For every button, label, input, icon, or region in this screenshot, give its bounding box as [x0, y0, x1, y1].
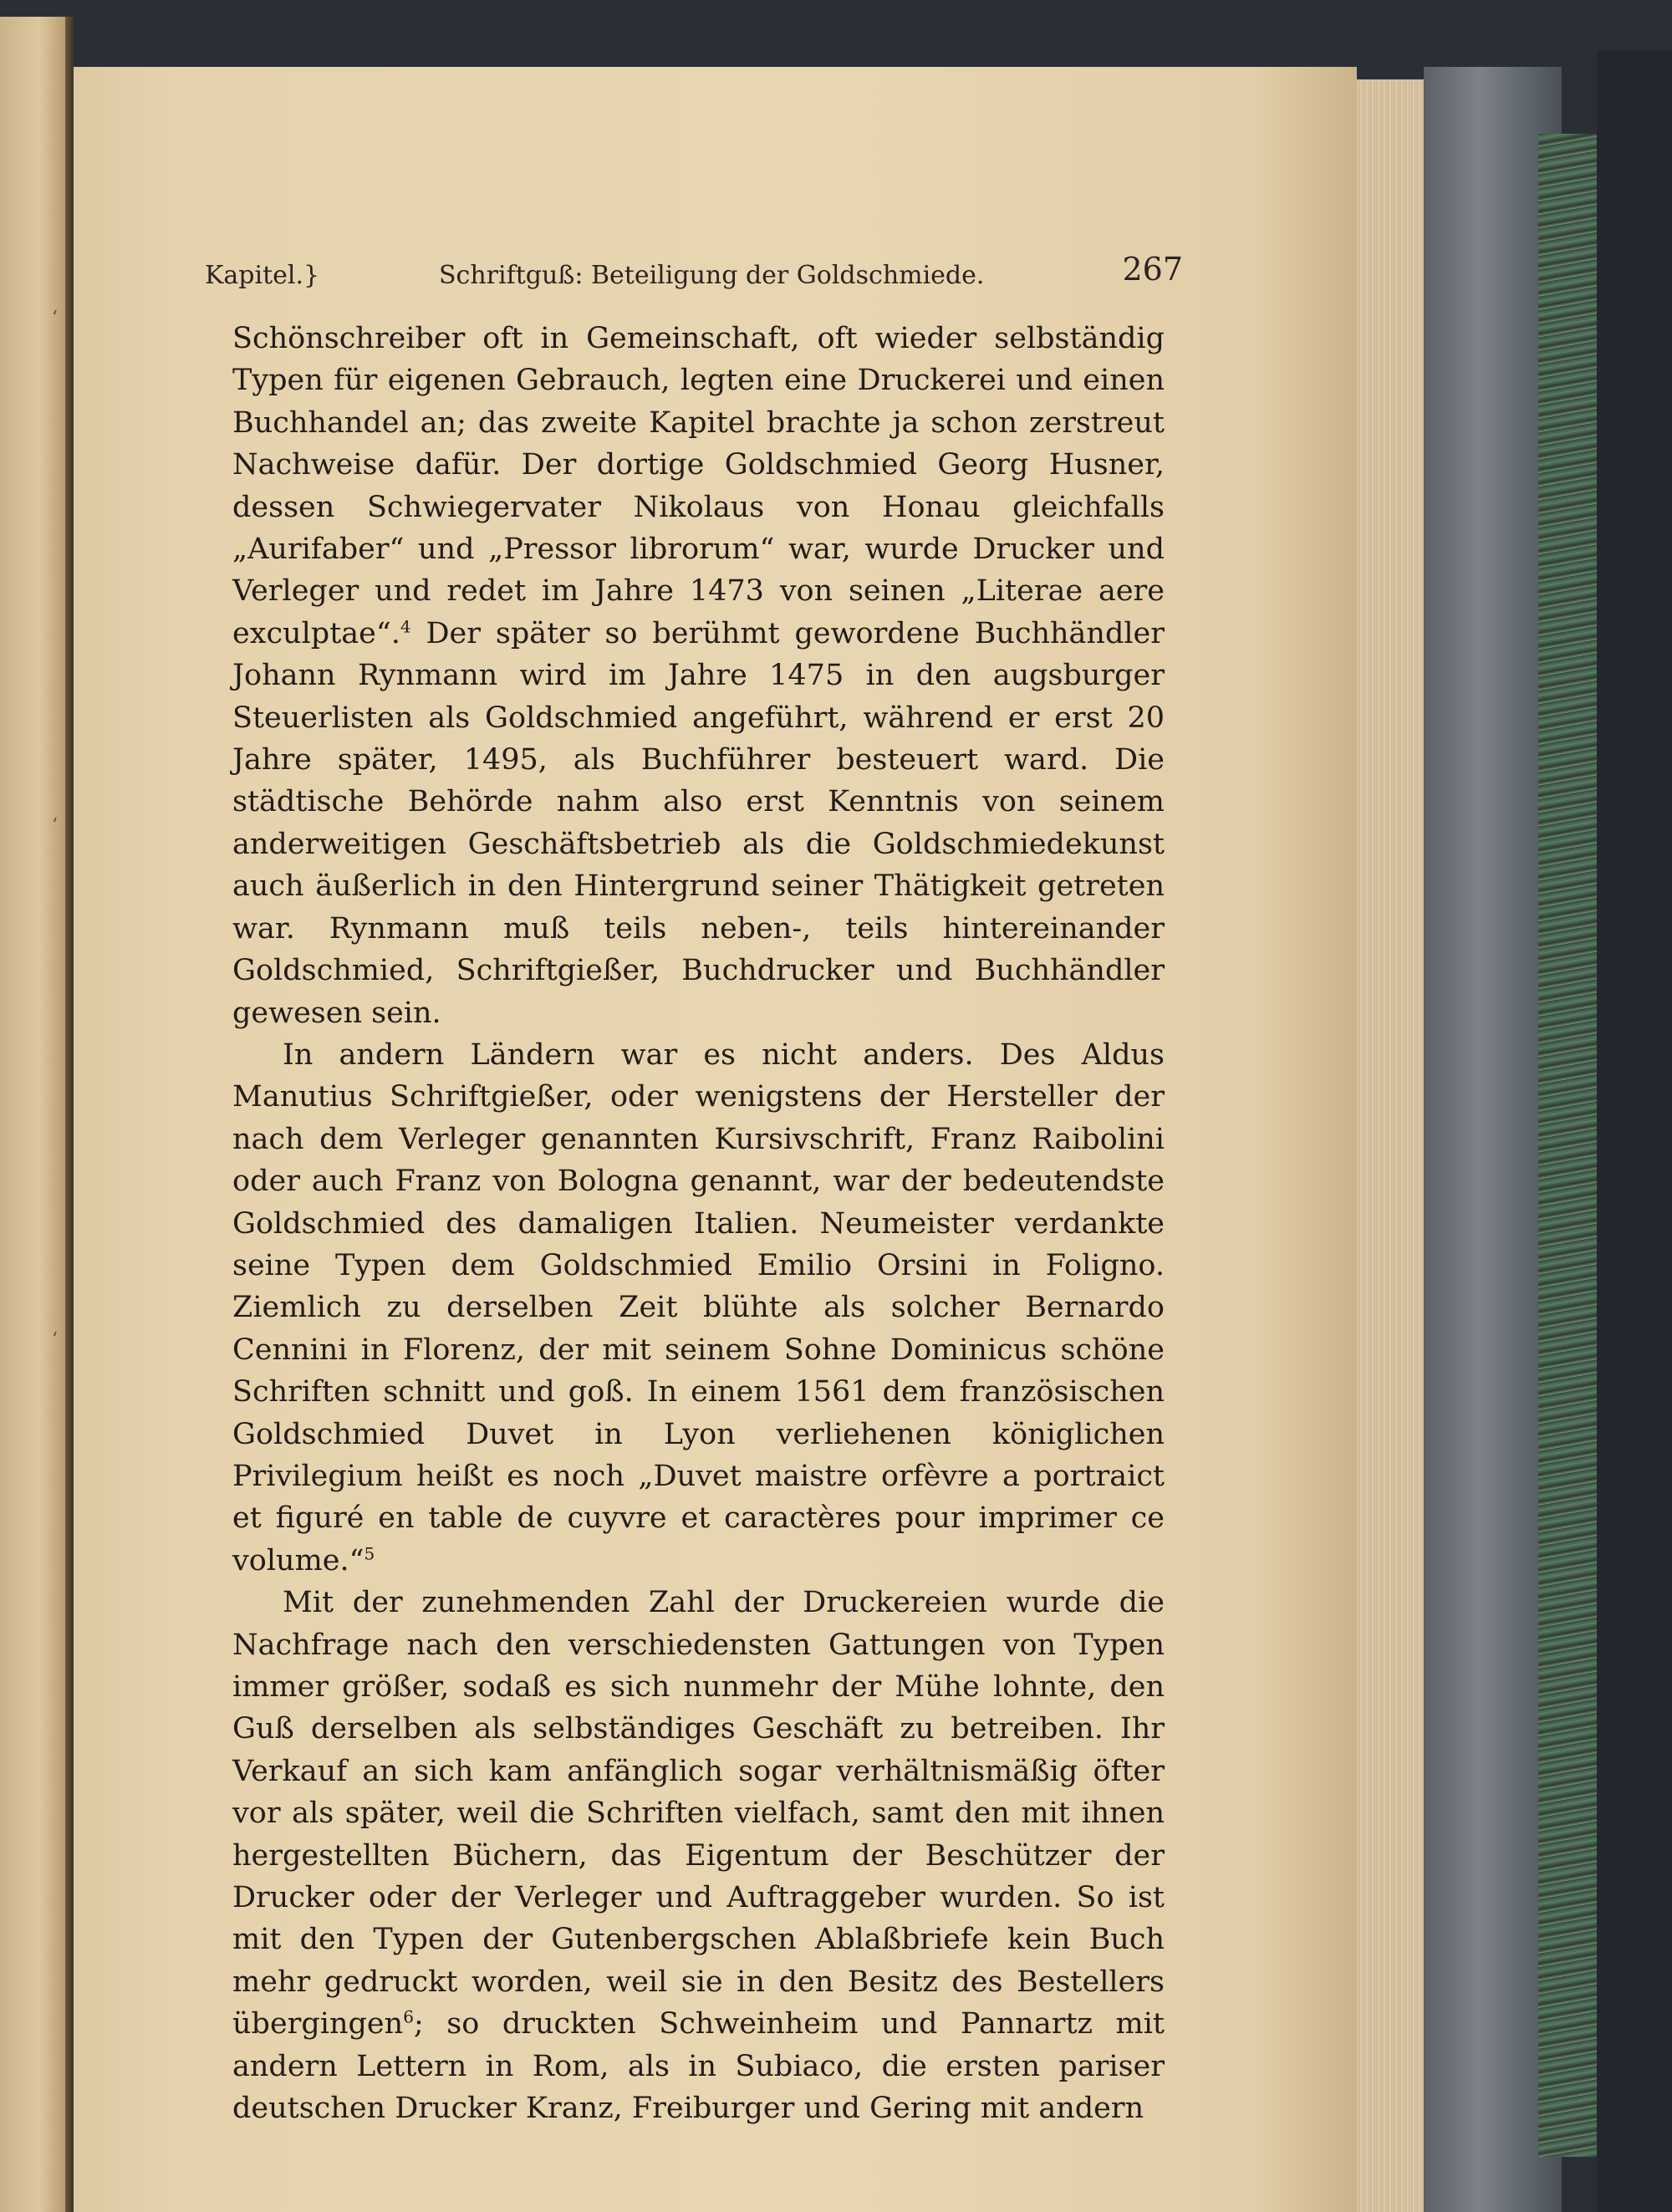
footnote-ref: 6	[403, 2006, 414, 2027]
margin-mark: ʻ	[52, 815, 58, 836]
chapter-label: Kapitel.}	[205, 261, 320, 290]
footnote-ref: 5	[364, 1543, 375, 1564]
left-page-edge	[0, 17, 65, 2212]
margin-mark: ʻ	[52, 308, 58, 329]
body-text	[232, 318, 1165, 2129]
running-header	[205, 251, 1183, 301]
margin-mark: ʻ	[52, 1329, 58, 1350]
book-cover-marbled-edge	[1538, 134, 1597, 2157]
paragraph: Schönschreiber oft in Gemeinschaft, oft wieder selbständig Typen für eigenen Gebrauch, legten eine Druckerei und einen Buchhandel an; das zweite Kapitel brachte ja schon zerstreut Nachweise dafür. Der dortige Goldschmied Georg Husner, dessen Schwiegervater Nikolaus von Honau gleichfalls „Aurifaber“ und „Pressor librorum“ war, wurde Drucker und Verleger und redet im Jahre 1473 von seinen „Literae aere exculptae“.$^4$ Der später so berühmt gewordene Buchhändler Johann Rynmann wird im Jahre 1475 in den augsburger Steuerlisten als Goldschmied angeführt, während er erst 20 Jahre später, 1495, als Buchführer besteuert ward. Die städtische Behörde nahm also erst Kenntnis von seinem anderweitigen Geschäftsbetrieb als die Goldschmiedekunst auch äußerlich in den Hintergrund seiner Thätigkeit getreten war. Rynmann muß teils neben-, teils hintereinander Goldschmied, Schriftgießer, Buchdrucker und Buchhändler gewesen sein.	[232, 322, 1165, 1030]
page-number: 267	[1122, 251, 1183, 288]
background-dark	[1597, 50, 1672, 2212]
paragraph: Mit der zunehmenden Zahl der Druckereien wurde die Nachfrage nach den verschiedensten Gattungen von Typen immer größer, sodaß es sich nunmehr der Mühe lohnte, den Guß derselben als selbständiges Geschäft zu betreiben. Ihr Verkauf an sich kam anfänglich sogar verhältnismäßig öfter vor als später, weil die Schriften vielfach, samt den mit ihnen hergestellten Büchern, das Eigentum der Beschützer der Drucker oder der Verleger und Auftraggeber wurden. So ist mit den Typen der Gutenbergschen Ablaßbriefe kein Buch mehr gedruckt worden, weil sie in den Besitz des Bestellers übergingen$^6$; so druckten Schweinheim und Pannartz mit andern Lettern in Rom, als in Subiaco, die ersten pariser deutschen Drucker Kranz, Freiburger und Gering mit andern	[232, 1586, 1165, 2126]
book-gutter	[65, 17, 74, 2212]
running-title: Schriftguß: Beteiligung der Goldschmiede.	[439, 261, 985, 290]
paragraph: In andern Ländern war es nicht anders. Des Aldus Manutius Schriftgießer, oder wenigstens der Hersteller der nach dem Verleger genannten Kursivschrift, Franz Raibolini oder auch Franz von Bologna genannt, war der bedeutendste Goldschmied des damaligen Italien. Neumeister verdankte seine Typen dem Goldschmied Emilio Orsini in Foligno. Ziemlich zu derselben Zeit blühte als solcher Bernardo Cennini in Florenz, der mit seinem Sohne Dominicus schöne Schriften schnitt und goß. In einem 1561 dem französischen Goldschmied Duvet in Lyon verliehenen königlichen Privilegium heißt es noch „Duvet maistre orfèvre a portraict et figuré en table de cuyvre et caractères pour imprimer ce volume.“$^5$	[232, 1037, 1165, 1577]
footnote-ref: 4	[400, 616, 411, 637]
page-stack-edges	[1357, 79, 1424, 2212]
